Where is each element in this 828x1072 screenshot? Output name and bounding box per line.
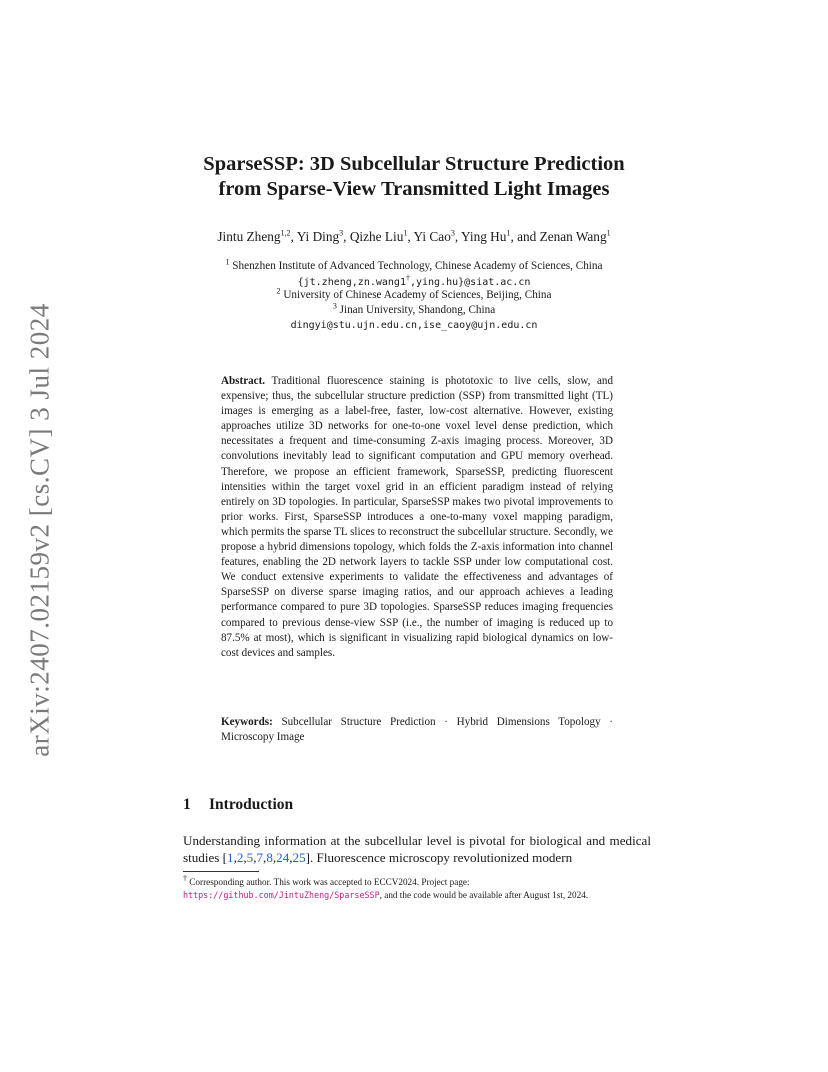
affiliation-1 <box>0 259 828 274</box>
affiliation-2-name: University of Chinese Academy of Sciences, Beijing, China <box>283 289 552 301</box>
citation-separator: , <box>233 850 237 865</box>
citation-link[interactable]: 25 <box>292 850 306 865</box>
project-page-link[interactable]: https://github.com/JintuZheng/SparseSSP <box>183 889 380 900</box>
author-affiliation-marker: 1 <box>606 228 611 238</box>
citation-group <box>227 850 306 865</box>
affiliation-2 <box>0 288 828 303</box>
author-separator: , <box>290 229 297 244</box>
intro-text-start: Understanding information at the subcellular level is pivotal for biological and medical studies [ <box>183 833 651 865</box>
arxiv-identifier <box>20 300 60 760</box>
email-line-3 <box>0 318 828 333</box>
citation-link[interactable]: 1 <box>227 850 234 865</box>
arxiv-stamp-text: arXiv:2407.02159v2 [cs.CV] 3 Jul 2024 <box>24 303 55 757</box>
author-name: Qizhe Liu <box>349 229 404 244</box>
citation-link[interactable]: 8 <box>266 850 273 865</box>
intro-text-end: ]. Fluorescence microscopy revolutionized modern <box>305 850 573 865</box>
intro-paragraph <box>183 832 651 866</box>
author-affiliation-marker: 1 <box>403 228 408 238</box>
section-number: 1 <box>183 796 191 813</box>
title-line-2: from Sparse-View Transmitted Light Images <box>218 178 610 200</box>
section-title: Introduction <box>209 796 294 813</box>
author-name: Yi Ding <box>296 229 340 244</box>
title-line-1: SparseSSP: 3D Subcellular Structure Prediction <box>203 153 625 175</box>
author-separator: , <box>454 229 461 244</box>
citation-link[interactable]: 7 <box>256 850 264 865</box>
author-affiliation-marker: 1,2 <box>280 228 291 238</box>
author-separator: , and <box>510 229 540 244</box>
dagger-marker: † <box>405 273 410 283</box>
author-name: Yi Cao <box>413 229 451 244</box>
author-affiliation-marker: 3 <box>339 228 344 238</box>
footnote <box>183 873 653 901</box>
citation-separator: , <box>289 850 293 865</box>
footnote-text: Corresponding author. This work was accepted to ECCV2024. Project page: <box>189 877 470 887</box>
keywords-label: Keywords: <box>221 716 273 728</box>
citation-separator: , <box>243 850 247 865</box>
footnote-rule <box>183 871 259 872</box>
section-heading <box>183 796 293 814</box>
footnote-tail: , and the code would be available after August 1st, 2024. <box>379 889 589 900</box>
author-separator: , <box>343 229 350 244</box>
citation-link[interactable]: 5 <box>246 850 254 865</box>
affiliation-3-marker: 3 <box>332 301 337 311</box>
abstract-label: Abstract. <box>221 375 266 387</box>
citation-separator: , <box>272 850 277 865</box>
citation-separator: , <box>263 850 267 865</box>
author-affiliation-marker: 3 <box>450 228 455 238</box>
citation-link[interactable]: 2 <box>236 850 244 865</box>
author-list <box>0 229 828 245</box>
keywords-text: Subcellular Structure Prediction · Hybrid Dimensions Topology · Microscopy Image <box>221 716 613 744</box>
abstract <box>221 374 613 661</box>
affiliation-3-name: Jinan University, Shandong, China <box>339 304 496 316</box>
abstract-text: Traditional fluorescence staining is phototoxic to live cells, slow, and expensive; thus, the subcellular structure prediction (SSP) from transmitted light (TL) images is emerging as a label-free, faster, low-cost alternative. However, existing approaches utilize 3D networks for one-to-one voxel level dense prediction, which necessitates a frequent and time-consuming Z-axis imaging process. Moreover, 3D convolutions inevitably lead to significant computation and GPU memory overhead. Therefore, we propose an efficient framework, SparseSSP, predicting fluorescent intensities within the target voxel grid in an efficient paradigm instead of relying entirely on 3D topologies. In particular, SparseSSP makes two pivotal improvements to prior works. First, SparseSSP introduces a one-to-many voxel mapping paradigm, which permits the sparse TL slices to reconstruct the subcellular structure. Secondly, we propose a hybrid dimensions topology, which folds the Z-axis information into channel features, enabling the 2D network layers to tackle SSP under low computational cost. We conduct extensive experiments to validate the effectiveness and advantages of SparseSSP on diverse sparse imaging ratios, and our approach achieves a leading performance compared to pure 3D topologies. SparseSSP reduces imaging frequencies compared to previous dense-view SSP (i.e., the number of imaging is reduced up to 87.5% at most), which is significant in visualizing rapid biological dynamics on low-cost devices and samples. <box>221 375 613 659</box>
email-1b: ,ying.hu}@siat.ac.cn <box>409 277 531 288</box>
affiliation-1-marker: 1 <box>225 257 230 267</box>
keywords <box>221 715 613 745</box>
author-affiliation-marker: 1 <box>506 228 511 238</box>
paper-title <box>0 152 828 202</box>
affiliation-2-marker: 2 <box>276 286 281 296</box>
affiliation-1-name: Shenzhen Institute of Advanced Technology, Chinese Academy of Sciences, China <box>232 260 603 272</box>
author-name: Ying Hu <box>461 229 507 244</box>
author-name: Zenan Wang <box>539 229 607 244</box>
author-separator: , <box>407 229 414 244</box>
citation-link[interactable]: 24 <box>276 850 290 865</box>
affiliation-3 <box>0 303 828 318</box>
email-3: dingyi@stu.ujn.edu.cn,ise_caoy@ujn.edu.cn <box>290 320 538 331</box>
footnote-mark: † <box>183 873 187 883</box>
citation-separator: , <box>253 850 257 865</box>
email-1a: {jt.zheng,zn.wang1 <box>297 277 406 288</box>
author-name: Jintu Zheng <box>217 229 281 244</box>
